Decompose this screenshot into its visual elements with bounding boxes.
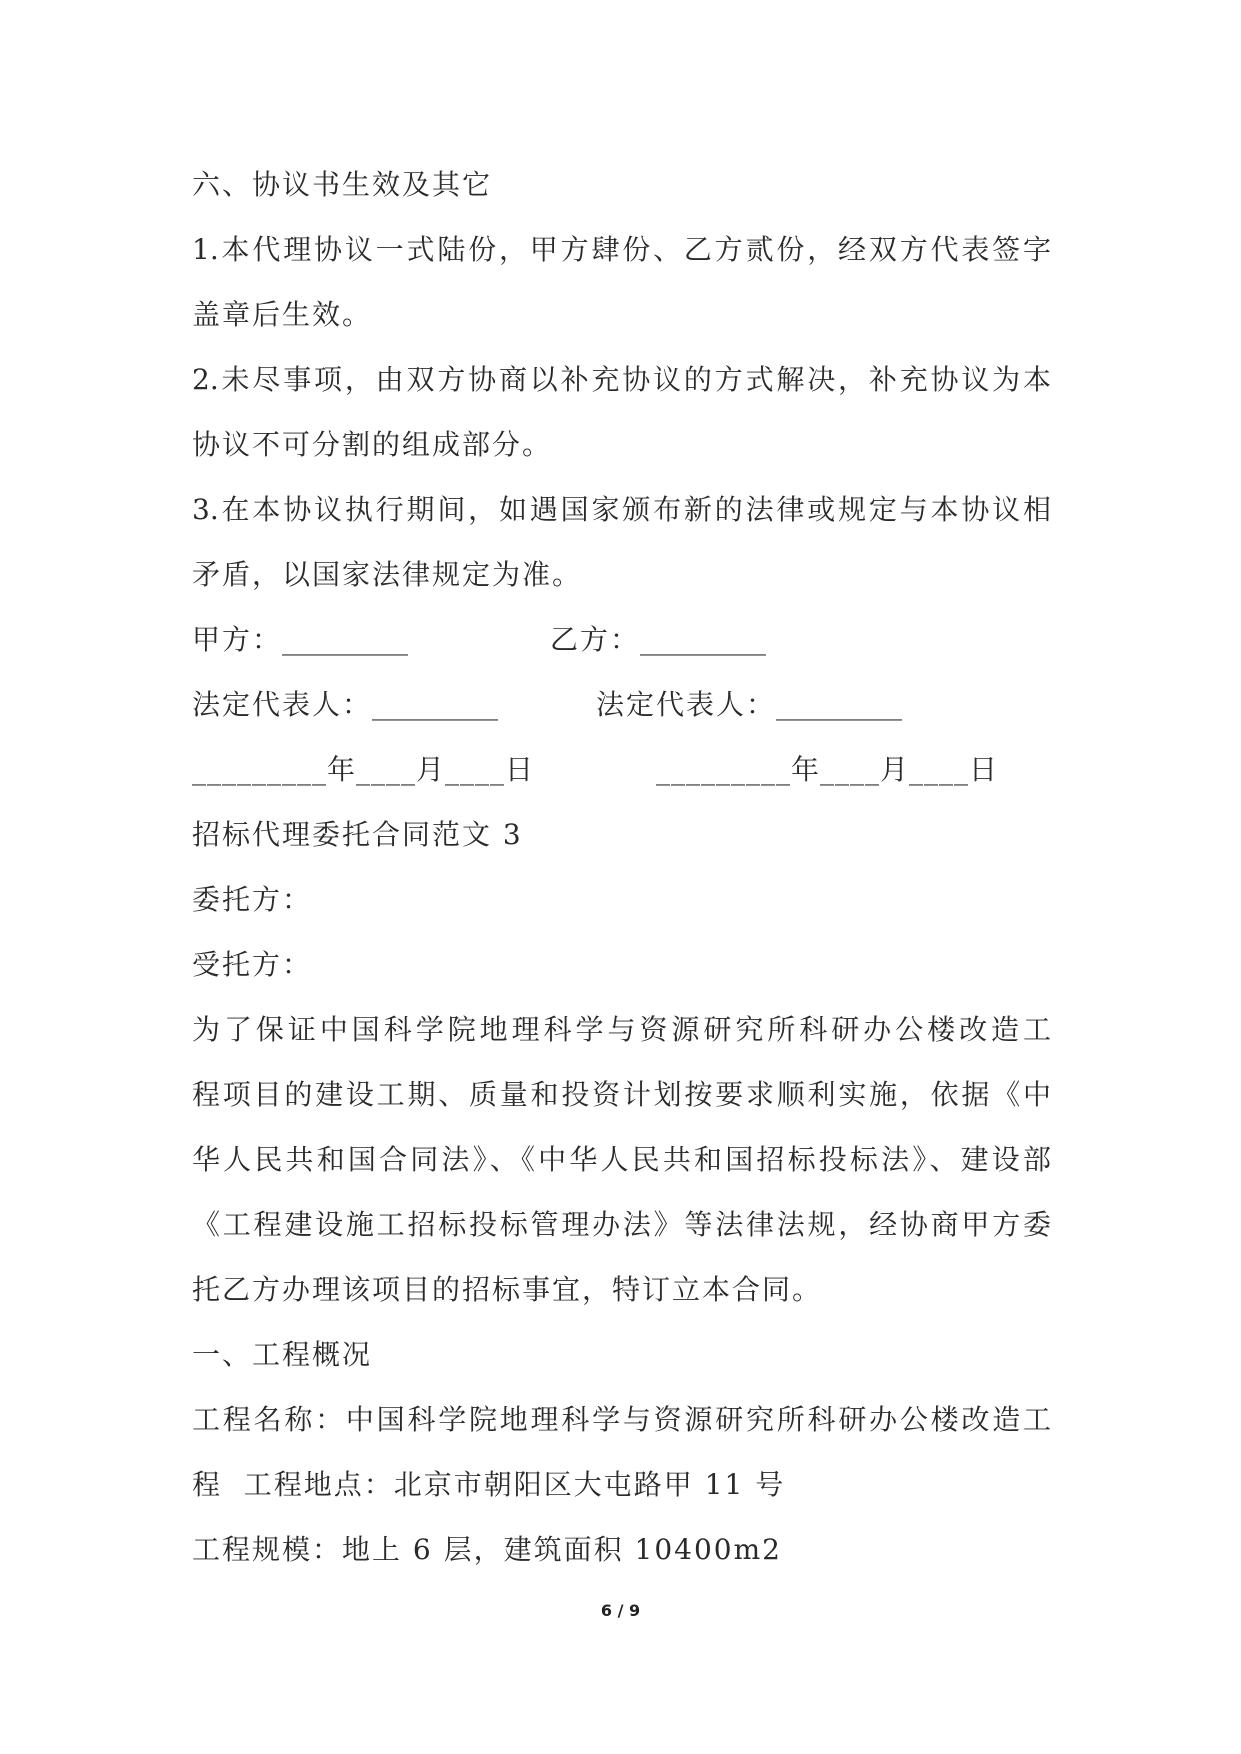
clause-1-line-1: 1.本代理协议一式陆份，甲方肆份、乙方贰份，经双方代表签字 — [192, 233, 1051, 266]
date-b: _________年____月____日 — [656, 753, 999, 786]
signature-representative-row — [192, 672, 1051, 737]
preamble-line-2: 程项目的建设工期、质量和投资计划按要求顺利实施，依据《中 — [192, 1078, 1051, 1111]
section-heading: 六、协议书生效及其它 — [192, 168, 493, 201]
section-1-heading: 一、工程概况 — [192, 1338, 373, 1371]
party-a-signature — [192, 607, 408, 672]
rep-b-signature — [596, 672, 902, 737]
party-a-label: 甲方： — [192, 623, 283, 656]
party-b-signature — [550, 607, 766, 672]
party-b-blank: _________ — [640, 623, 767, 656]
signature-party-row — [192, 607, 1051, 672]
rep-a-blank: _________ — [372, 688, 499, 721]
preamble-line-3: 华人民共和国合同法》、《中华人民共和国招标投标法》、建设部 — [192, 1143, 1051, 1176]
clause-2-line-1: 2.未尽事项，由双方协商以补充协议的方式解决，补充协议为本 — [192, 363, 1051, 396]
document-body — [192, 152, 1051, 1582]
rep-a-label: 法定代表人： — [192, 688, 373, 721]
client-label: 委托方： — [192, 883, 313, 916]
agent-label: 受托方： — [192, 948, 313, 981]
preamble-line-4: 《工程建设施工招标投标管理办法》等法律法规，经协商甲方委 — [192, 1208, 1051, 1241]
rep-b-label: 法定代表人： — [596, 688, 777, 721]
clause-2-line-2: 协议不可分割的组成部分。 — [192, 428, 553, 461]
contract-title: 招标代理委托合同范文 3 — [192, 818, 523, 851]
page-number: 6 / 9 — [600, 1601, 641, 1620]
rep-a-signature — [192, 672, 498, 737]
date-a: _________年____月____日 — [192, 753, 535, 786]
party-a-blank: _________ — [282, 623, 409, 656]
project-name-line-2: 程 工程地点：北京市朝阳区大屯路甲 11 号 — [192, 1468, 786, 1501]
signature-date-row — [192, 737, 1051, 802]
project-scale: 工程规模：地上 6 层，建筑面积 10400m2 — [192, 1533, 782, 1566]
clause-3-line-2: 矛盾，以国家法律规定为准。 — [192, 558, 583, 591]
project-name-line-1: 工程名称：中国科学院地理科学与资源研究所科研办公楼改造工 — [192, 1403, 1051, 1436]
preamble-line-1: 为了保证中国科学院地理科学与资源研究所科研办公楼改造工 — [192, 1013, 1051, 1046]
clause-3-line-1: 3.在本协议执行期间，如遇国家颁布新的法律或规定与本协议相 — [192, 493, 1051, 526]
party-b-label: 乙方： — [550, 623, 641, 656]
clause-1-line-2: 盖章后生效。 — [192, 298, 373, 331]
preamble-line-5: 托乙方办理该项目的招标事宜，特订立本合同。 — [192, 1273, 823, 1306]
rep-b-blank: _________ — [776, 688, 903, 721]
